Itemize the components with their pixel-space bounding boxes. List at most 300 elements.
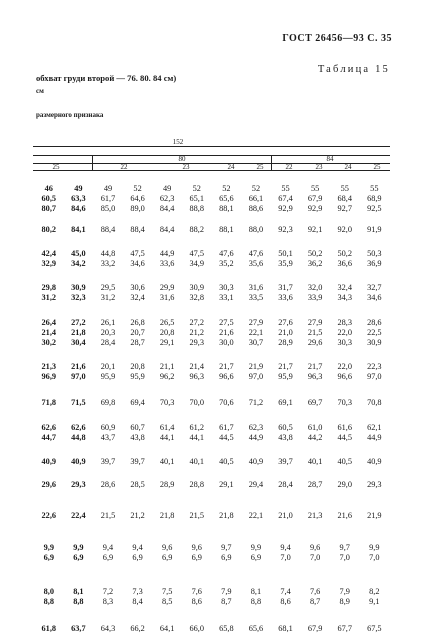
table-cell: 96,6 (337, 372, 352, 382)
table-row (34, 194, 390, 204)
table-cell: 7,9 (221, 586, 232, 596)
table-cell: 96,6 (219, 372, 234, 382)
table-cell: 40,5 (337, 457, 352, 466)
table-cell: 35,2 (219, 258, 234, 268)
table-cell: 92,3 (278, 224, 293, 234)
table-cell: 91,9 (367, 224, 382, 234)
table-cell: 32,7 (367, 283, 382, 293)
table-cell: 20,8 (159, 327, 175, 337)
table-cell: 21,6 (337, 511, 352, 521)
table-cell: 88,6 (248, 204, 264, 214)
table-cell: 95,9 (278, 372, 293, 382)
table-row (34, 362, 390, 372)
table-cell: 36,6 (337, 258, 352, 268)
table-cell: 88,2 (189, 224, 205, 234)
table-cell: 29,6 (307, 337, 323, 347)
table-cell: 7,4 (280, 586, 291, 596)
row-group (34, 184, 390, 215)
table-cell: 6,9 (221, 552, 232, 562)
table-cell: 8,4 (132, 597, 143, 607)
table-cell: 28,7 (130, 337, 145, 347)
table-cell: 60,5 (278, 422, 293, 432)
table-cell: 60,5 (41, 194, 57, 204)
table-cell: 60,9 (100, 422, 116, 432)
table-cell: 31,6 (248, 283, 264, 293)
column-header: 25 (373, 163, 381, 171)
table-cell: 30,7 (248, 337, 264, 347)
table-cell: 30,4 (71, 337, 86, 347)
table-row (34, 204, 390, 214)
table-cell: 61,8 (41, 624, 57, 634)
table-row (34, 553, 390, 563)
table-cell: 64,6 (130, 194, 145, 204)
table-cell: 52 (192, 184, 201, 193)
table-cell: 21,1 (159, 362, 175, 372)
table-row (34, 511, 390, 521)
table-cell: 8,7 (221, 597, 232, 607)
table-cell: 70,6 (219, 398, 234, 408)
table-cell: 40,5 (219, 457, 234, 466)
table-row (34, 433, 390, 443)
column-header: 22 (120, 163, 128, 171)
table-cell: 29,8 (41, 283, 57, 293)
table-cell: 63,3 (71, 194, 86, 204)
table-cell: 40,9 (367, 457, 382, 466)
table-cell: 63,7 (71, 624, 86, 634)
table-row (34, 338, 390, 348)
table-cell: 9,4 (102, 542, 114, 552)
table-cell: 21,9 (367, 511, 382, 521)
table-cell: 69,8 (100, 398, 116, 408)
table-cell: 39,7 (278, 457, 293, 466)
table-row (34, 597, 390, 607)
table-row (34, 543, 390, 553)
table-cell: 70,8 (367, 398, 382, 408)
table-cell: 27,5 (219, 317, 234, 327)
table-cell: 34,6 (130, 258, 145, 268)
table-cell: 21,4 (189, 362, 205, 372)
table-cell: 47,6 (219, 248, 234, 258)
table-cell: 88,8 (189, 204, 205, 214)
table-cell: 40,1 (189, 457, 205, 466)
table-cell: 67,5 (367, 624, 382, 634)
table-row (34, 184, 390, 194)
table-cell: 6,9 (43, 552, 54, 562)
table-cell: 92,5 (367, 204, 382, 214)
table-cell: 36,9 (367, 258, 382, 268)
table-cell: 71,2 (248, 398, 264, 408)
table-cell: 21,8 (219, 511, 234, 521)
table-cell: 66,2 (130, 624, 145, 634)
table-row (34, 225, 390, 235)
table-cell: 89,0 (130, 204, 145, 214)
table-cell: 68,4 (337, 194, 352, 204)
table-cell: 26,1 (100, 317, 116, 327)
table-cell: 28,6 (100, 480, 116, 490)
table-cell: 26,4 (41, 317, 57, 327)
table-cell: 20,3 (100, 327, 116, 337)
table-cell: 28,4 (100, 337, 116, 347)
table-cell: 30,9 (71, 283, 86, 293)
table-row (34, 480, 390, 490)
table-cell: 21,5 (189, 511, 205, 521)
table-cell: 62,6 (71, 422, 86, 432)
table-cell: 45,0 (71, 248, 86, 258)
row-group (34, 543, 390, 563)
table-cell: 61,2 (189, 422, 205, 432)
table-cell: 61,7 (219, 422, 234, 432)
table-cell: 22,4 (71, 511, 86, 521)
table-cell: 47,5 (189, 248, 205, 258)
table-cell: 31,2 (100, 293, 116, 303)
table-cell: 30,9 (367, 337, 382, 347)
table-cell: 32,9 (41, 258, 57, 268)
table-cell: 49 (103, 184, 113, 193)
table-cell: 8,2 (369, 586, 380, 596)
table-cell: 40,9 (71, 457, 86, 466)
table-cell: 20,8 (130, 362, 145, 372)
table-cell: 21,9 (248, 362, 264, 372)
table-cell: 95,9 (100, 372, 116, 382)
table-cell: 33,6 (159, 258, 175, 268)
table-cell: 70,3 (159, 398, 175, 408)
table-row (34, 328, 390, 338)
table-cell: 97,0 (248, 372, 264, 382)
table-cell: 49 (163, 184, 172, 193)
table-cell: 7,3 (132, 586, 143, 596)
table-cell: 36,2 (307, 258, 323, 268)
table-cell: 50,2 (337, 248, 352, 258)
table-cell: 50,2 (307, 248, 323, 258)
table-cell: 9,9 (73, 542, 84, 552)
table-cell: 21,2 (189, 327, 205, 337)
table-cell: 43,8 (130, 432, 145, 442)
table-cell: 8,0 (43, 586, 54, 596)
table-cell: 21,0 (278, 511, 293, 521)
table-cell: 21,4 (41, 327, 57, 337)
row-group (34, 318, 390, 349)
table-cell: 50,1 (278, 248, 293, 258)
table-cell: 34,2 (71, 258, 86, 268)
table-cell: 97,0 (367, 372, 382, 382)
table-cell: 29,4 (248, 480, 264, 490)
table-cell: 21,8 (159, 511, 175, 521)
table-cell: 40,1 (307, 457, 323, 466)
table-cell: 21,7 (307, 362, 323, 372)
row-group (34, 457, 390, 467)
table-cell: 44,1 (159, 432, 175, 442)
table-cell: 69,4 (130, 398, 145, 408)
table-cell: 80,7 (41, 204, 57, 214)
row-group (34, 423, 390, 443)
table-cell: 8,7 (309, 597, 321, 607)
column-header: 22 (285, 163, 293, 171)
row-group (34, 249, 390, 269)
table-cell: 61,7 (100, 194, 116, 204)
table-cell: 22,3 (367, 362, 382, 372)
table-cell: 44,1 (189, 432, 205, 442)
table-cell: 40,9 (248, 457, 264, 466)
table-cell: 7,2 (102, 586, 114, 596)
table-cell: 22,0 (337, 362, 352, 372)
table-cell: 9,4 (132, 542, 143, 552)
table-row (34, 293, 390, 303)
table-cell: 35,6 (248, 258, 264, 268)
group-header: 152 (172, 138, 184, 146)
table-cell: 61,4 (159, 422, 175, 432)
table-cell: 65,6 (248, 624, 264, 634)
table-cell: 7,0 (309, 552, 321, 562)
table-cell: 62,3 (248, 422, 264, 432)
table-cell: 8,8 (43, 597, 54, 607)
table-cell: 21,6 (219, 327, 234, 337)
table-cell: 52 (133, 184, 142, 193)
table-cell: 32,3 (71, 293, 86, 303)
table-cell: 30,2 (41, 337, 57, 347)
table-cell: 52 (251, 184, 261, 193)
table-row (34, 398, 390, 408)
table-row (34, 259, 390, 269)
table-cell: 65,8 (219, 624, 234, 634)
table-cell: 30,0 (219, 337, 234, 347)
table-cell: 65,1 (189, 194, 205, 204)
table-cell: 92,1 (307, 224, 323, 234)
table-cell: 30,6 (130, 283, 145, 293)
table-cell: 44,8 (100, 248, 116, 258)
table-cell: 67,7 (337, 624, 352, 634)
table-cell: 47,6 (248, 248, 264, 258)
table-cell: 6,9 (102, 552, 114, 562)
table-cell: 22,1 (248, 511, 264, 521)
table-cell: 96,3 (189, 372, 205, 382)
table-cell: 40,9 (41, 457, 57, 466)
table-cell: 33,6 (278, 293, 293, 303)
table-cell: 7,0 (280, 552, 291, 562)
table-cell: 44,9 (159, 248, 175, 258)
table-cell: 21,6 (71, 362, 86, 372)
row-group (34, 362, 390, 382)
table-row (34, 624, 390, 634)
table-number: Таблица 15 (317, 64, 390, 75)
table-cell: 84,6 (71, 204, 86, 214)
column-header: 23 (182, 163, 190, 171)
table-cell: 33,9 (307, 293, 323, 303)
table-cell: 71,5 (71, 398, 86, 408)
table-cell: 71,8 (41, 398, 57, 408)
table-cell: 28,4 (278, 480, 293, 490)
heading-line: обхват груди второй — 76. 80. 84 см) (36, 73, 177, 83)
table-cell: 20,7 (130, 327, 145, 337)
table-cell: 69,7 (307, 398, 323, 408)
table-cell: 67,4 (278, 194, 293, 204)
table-cell: 33,1 (219, 293, 234, 303)
table-cell: 92,0 (337, 224, 352, 234)
table-cell: 21,3 (41, 362, 57, 372)
table-cell: 52 (222, 184, 231, 193)
table-cell: 32,4 (337, 283, 352, 293)
table-row (34, 283, 390, 293)
table-cell: 46 (44, 184, 53, 193)
table-cell: 31,6 (159, 293, 175, 303)
table-cell: 61,6 (337, 422, 352, 432)
table-cell: 21,0 (278, 327, 293, 337)
table-cell: 55 (370, 184, 379, 193)
table-cell: 44,5 (219, 432, 234, 442)
row-group (34, 225, 390, 235)
table-cell: 32,8 (189, 293, 205, 303)
table-cell: 40,1 (159, 457, 175, 466)
table-cell: 29,3 (71, 480, 86, 490)
table-cell: 32,4 (130, 293, 145, 303)
table-cell: 28,6 (367, 317, 382, 327)
table-cell: 21,3 (307, 511, 323, 521)
table-cell: 7,6 (191, 586, 202, 596)
column-header: 24 (344, 163, 352, 171)
table-cell: 92,9 (278, 204, 293, 214)
rule-vertical (92, 155, 93, 170)
table-cell: 9,1 (369, 597, 380, 607)
table-cell: 6,9 (132, 552, 143, 562)
table-cell: 42,4 (41, 248, 57, 258)
table-cell: 8,8 (73, 597, 84, 607)
table-cell: 8,5 (161, 597, 173, 607)
table-body (34, 172, 390, 635)
table-cell: 9,9 (369, 542, 380, 552)
table-cell: 9,6 (309, 542, 321, 552)
table-cell: 84,4 (159, 204, 175, 214)
table-cell: 88,4 (100, 224, 116, 234)
table-cell: 44,8 (71, 432, 86, 442)
table-cell: 26,8 (130, 317, 145, 327)
table-cell: 39,7 (130, 457, 145, 466)
table-cell: 34,6 (367, 293, 382, 303)
table-cell: 22,1 (248, 327, 264, 337)
table-cell: 44,5 (337, 432, 352, 442)
table-cell: 7,6 (309, 586, 321, 596)
row-group (34, 480, 390, 490)
table-cell: 28,3 (337, 317, 352, 327)
table-cell: 70,3 (337, 398, 352, 408)
table-cell: 8,1 (73, 586, 84, 596)
table-row (34, 423, 390, 433)
table-cell: 21,2 (130, 511, 145, 521)
table-cell: 96,9 (41, 372, 57, 382)
table-cell: 9,9 (250, 542, 262, 552)
table-cell: 29,1 (159, 337, 175, 347)
table-cell: 7,9 (339, 586, 350, 596)
table-cell: 29,9 (159, 283, 175, 293)
table-cell: 44,7 (41, 432, 57, 442)
table-cell: 31,2 (41, 293, 57, 303)
table-cell: 9,7 (221, 542, 232, 552)
table-cell: 33,2 (100, 258, 116, 268)
table-cell: 34,3 (337, 293, 352, 303)
table-cell: 88,1 (219, 224, 234, 234)
table-cell: 92,7 (337, 204, 352, 214)
table-cell: 34,9 (189, 258, 205, 268)
table-cell: 64,3 (100, 624, 116, 634)
table-cell: 44,2 (307, 432, 323, 442)
table-cell: 22,6 (41, 511, 57, 521)
column-header: 25 (256, 163, 264, 171)
table-cell: 55 (340, 184, 349, 193)
table-cell: 92,9 (307, 204, 323, 214)
table-row (34, 318, 390, 328)
table-cell: 8,1 (250, 586, 262, 596)
table-cell: 26,5 (159, 317, 175, 327)
unit-label: см (36, 87, 44, 95)
row-group (34, 587, 390, 607)
table-cell: 29,0 (337, 480, 352, 490)
table-cell: 21,5 (307, 327, 323, 337)
table-cell: 62,1 (367, 422, 382, 432)
table-cell: 8,9 (339, 597, 350, 607)
column-header: 24 (227, 163, 235, 171)
table-cell: 88,0 (248, 224, 264, 234)
table-cell: 6,9 (73, 552, 84, 562)
table-cell: 6,9 (191, 552, 202, 562)
table-cell: 21,8 (71, 327, 86, 337)
row-group (34, 398, 390, 408)
table-cell: 88,1 (219, 204, 234, 214)
table-cell: 7,0 (369, 552, 380, 562)
table-cell: 28,5 (130, 480, 145, 490)
table-cell: 66,1 (248, 194, 264, 204)
table-cell: 67,9 (307, 194, 323, 204)
table-cell: 29,3 (189, 337, 205, 347)
column-caption: размерного признака (36, 111, 104, 119)
table-cell: 30,9 (189, 283, 205, 293)
table-cell: 96,2 (159, 372, 175, 382)
table-cell: 30,3 (219, 283, 234, 293)
table-cell: 28,8 (189, 480, 205, 490)
table-row (34, 457, 390, 467)
table-cell: 62,6 (41, 422, 57, 432)
row-group (34, 283, 390, 303)
table-cell: 29,6 (41, 480, 57, 490)
row-group (34, 624, 390, 634)
column-header: 23 (315, 163, 323, 171)
table-cell: 47,5 (130, 248, 145, 258)
table-cell: 39,7 (100, 457, 116, 466)
table-cell: 43,7 (100, 432, 116, 442)
table-cell: 28,9 (159, 480, 175, 490)
table-row (34, 587, 390, 597)
table-cell: 27,2 (189, 317, 205, 327)
table-row (34, 372, 390, 382)
table-cell: 49 (74, 184, 83, 193)
table-cell: 21,7 (219, 362, 234, 372)
table-cell: 29,1 (219, 480, 234, 490)
column-header: 25 (52, 163, 60, 171)
table-cell: 95,9 (130, 372, 145, 382)
table-cell: 9,6 (161, 542, 173, 552)
table-cell: 60,7 (130, 422, 145, 432)
group-header: 84 (326, 155, 334, 163)
table-cell: 84,4 (159, 224, 175, 234)
table-cell: 22,0 (337, 327, 352, 337)
table-cell: 20,1 (100, 362, 116, 372)
table-cell: 27,9 (248, 317, 264, 327)
row-group (34, 511, 390, 521)
table-cell: 44,9 (248, 432, 264, 442)
table-cell: 27,6 (278, 317, 293, 327)
table-cell: 22,5 (367, 327, 382, 337)
table-cell: 6,9 (250, 552, 262, 562)
table-cell: 65,6 (219, 194, 234, 204)
table-cell: 43,8 (278, 432, 293, 442)
table-cell: 9,4 (280, 542, 291, 552)
